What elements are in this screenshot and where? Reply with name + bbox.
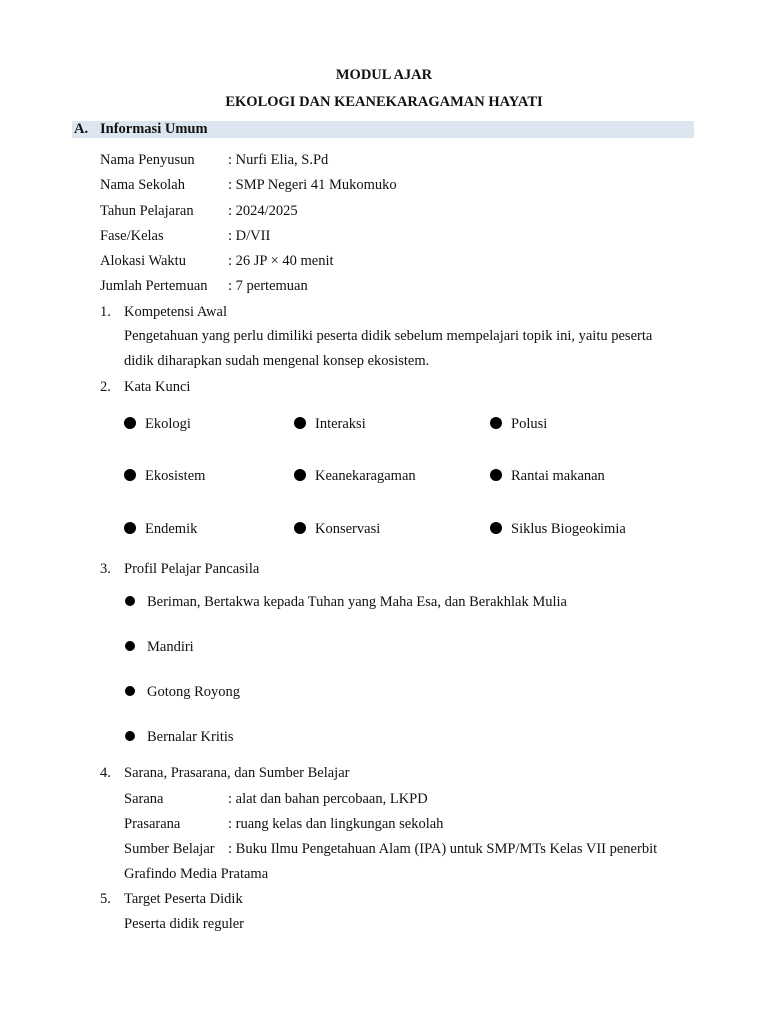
keyword-item	[294, 468, 416, 485]
info-label: Tahun Pelajaran	[100, 203, 194, 219]
info-label: Nama Sekolah	[100, 177, 185, 193]
keyword-label: Interaksi	[315, 416, 366, 432]
keyword-label: Keanekaragaman	[315, 468, 416, 484]
profil-point-label: Gotong Royong	[147, 684, 241, 700]
document-subtitle: EKOLOGI DAN KEANEKARAGAMAN HAYATI	[225, 94, 543, 110]
profil-point	[125, 729, 234, 746]
item-number: 1.	[100, 304, 111, 320]
keyword-item	[124, 468, 205, 485]
keyword-item	[490, 468, 605, 485]
item-title-sarana: Sarana, Prasarana, dan Sumber Belajar	[124, 765, 350, 781]
profil-point-label: Beriman, Bertakwa kepada Tuhan yang Maha Esa, dan Berakhlak Mulia	[147, 594, 567, 610]
profil-point	[125, 639, 194, 656]
info-value: : Nurfi Elia, S.Pd	[228, 152, 329, 168]
profil-point-label: Bernalar Kritis	[147, 729, 234, 745]
keyword-label: Polusi	[511, 416, 548, 432]
bullet-dot-icon	[124, 522, 136, 534]
info-label: Jumlah Pertemuan	[100, 278, 208, 294]
item-title-profil: Profil Pelajar Pancasila	[124, 561, 260, 577]
item-number: 3.	[100, 561, 111, 577]
bullet-dot-icon	[490, 417, 502, 429]
prasarana-value: : ruang kelas dan lingkungan sekolah	[228, 816, 444, 832]
profil-point-label: Mandiri	[147, 639, 194, 655]
bullet-dot-icon	[490, 469, 502, 481]
info-value: : D/VII	[228, 228, 271, 244]
info-label: Alokasi Waktu	[100, 253, 186, 269]
info-value: : 2024/2025	[228, 203, 298, 219]
bullet-dot-icon	[125, 731, 135, 741]
profil-point	[125, 594, 567, 611]
bullet-dot-icon	[124, 469, 136, 481]
keyword-item	[294, 416, 366, 433]
bullet-dot-icon	[294, 522, 306, 534]
keyword-item	[124, 521, 197, 538]
info-label: Fase/Kelas	[100, 228, 164, 244]
bullet-dot-icon	[125, 641, 135, 651]
kompetensi-line: didik diharapkan sudah mengenal konsep ekosistem.	[124, 353, 430, 369]
section-title: Informasi Umum	[100, 121, 208, 137]
document-title: MODUL AJAR	[335, 67, 433, 83]
item-title-target: Target Peserta Didik	[124, 891, 243, 907]
keyword-label: Endemik	[145, 521, 198, 537]
prasarana-label: Prasarana	[124, 816, 181, 832]
bullet-dot-icon	[294, 417, 306, 429]
info-value: : SMP Negeri 41 Mukomuko	[228, 177, 397, 193]
keyword-item	[490, 521, 626, 538]
sumber-continuation: Grafindo Media Pratama	[124, 866, 269, 882]
item-number: 2.	[100, 379, 111, 395]
section-letter: A.	[74, 121, 89, 137]
keyword-label: Rantai makanan	[511, 468, 605, 484]
sumber-value: : Buku Ilmu Pengetahuan Alam (IPA) untuk SMP/MTs Kelas VII penerbit	[228, 841, 658, 857]
item-number: 5.	[100, 891, 111, 907]
keyword-item	[490, 416, 547, 433]
sarana-label: Sarana	[124, 791, 164, 807]
target-text: Peserta didik reguler	[124, 916, 244, 932]
sarana-value: : alat dan bahan percobaan, LKPD	[228, 791, 428, 807]
sumber-label: Sumber Belajar	[124, 841, 215, 857]
keyword-item	[124, 416, 191, 433]
keyword-item	[294, 521, 380, 538]
info-value: : 26 JP × 40 menit	[228, 253, 334, 269]
item-title-kata-kunci: Kata Kunci	[124, 379, 191, 395]
kompetensi-line: Pengetahuan yang perlu dimiliki peserta didik sebelum mempelajari topik ini, yaitu peserta	[124, 328, 653, 344]
bullet-dot-icon	[490, 522, 502, 534]
kompetensi-paragraph	[124, 324, 696, 374]
keyword-label: Ekosistem	[145, 468, 206, 484]
profil-point	[125, 684, 240, 701]
bullet-dot-icon	[125, 686, 135, 696]
info-value: : 7 pertemuan	[228, 278, 308, 294]
keyword-label: Konservasi	[315, 521, 381, 537]
bullet-dot-icon	[294, 469, 306, 481]
item-number: 4.	[100, 765, 111, 781]
keyword-label: Siklus Biogeokimia	[511, 521, 626, 537]
item-title-kompetensi: Kompetensi Awal	[124, 304, 227, 320]
bullet-dot-icon	[124, 417, 136, 429]
info-label: Nama Penyusun	[100, 152, 195, 168]
bullet-dot-icon	[125, 596, 135, 606]
keyword-label: Ekologi	[145, 416, 191, 432]
